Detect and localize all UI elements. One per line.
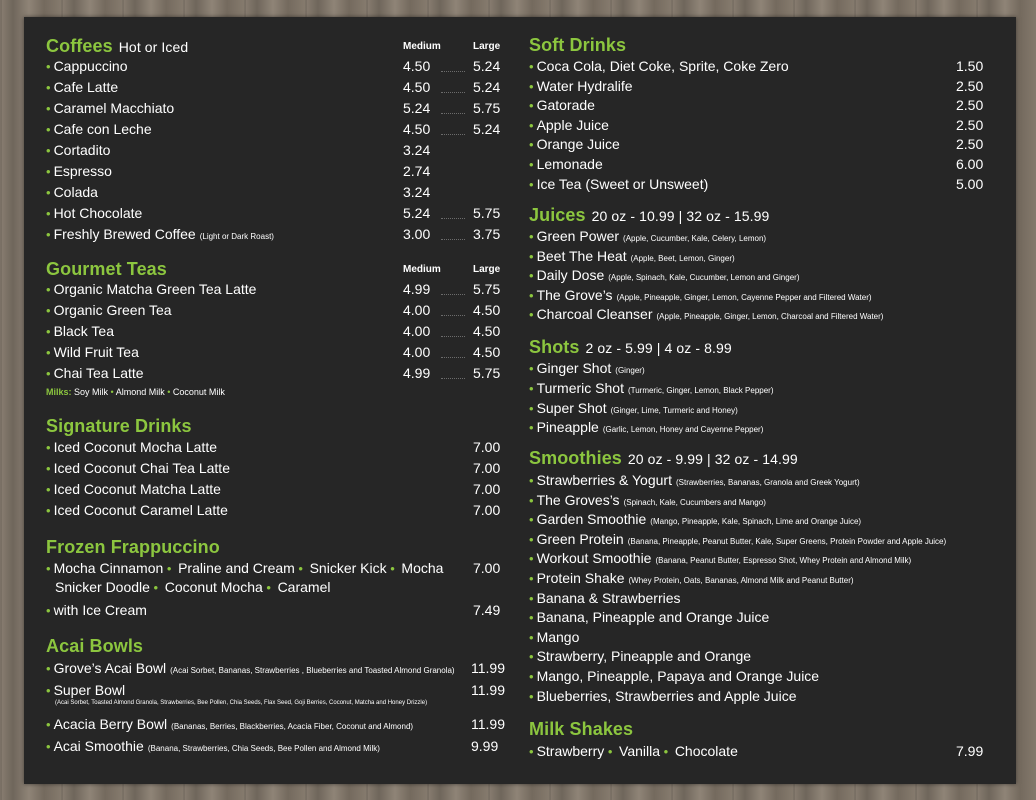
item-name: Banana, Pineapple and Orange Juice xyxy=(536,609,770,626)
price-medium: 3.24 xyxy=(403,184,431,200)
bullet-icon: • xyxy=(660,744,672,759)
item-name: Ice Tea (Sweet or Unsweet) xyxy=(536,175,709,192)
bullet-icon: • xyxy=(529,380,534,396)
bullet-icon: • xyxy=(164,387,173,397)
price-medium: 4.00 xyxy=(403,344,431,360)
bullet-icon: • xyxy=(46,227,51,242)
bullet-icon: • xyxy=(46,683,51,698)
item-name: Orange Juice xyxy=(536,136,620,153)
smoothie-item xyxy=(529,490,981,511)
flavor: Snicker Doodle xyxy=(55,579,150,595)
milks-label: Milks: xyxy=(46,387,72,397)
bullet-icon: • xyxy=(529,531,534,547)
shots-title xyxy=(529,336,981,359)
milk-shake-price: 7.99 xyxy=(956,743,984,759)
bullet-icon: • xyxy=(149,580,162,595)
teas-section xyxy=(46,258,505,280)
bullet-icon: • xyxy=(46,739,51,754)
milk-option: Coconut Milk xyxy=(172,387,225,397)
signature-title: Signature Drinks xyxy=(46,416,192,436)
soft-drink-item xyxy=(529,95,984,116)
price: 2.50 xyxy=(956,77,984,94)
bullet-icon: • xyxy=(386,561,399,576)
bullet-icon: • xyxy=(529,649,534,665)
bullet-icon: • xyxy=(529,629,534,645)
juices-title-text: Juices xyxy=(529,205,586,225)
bullet-icon: • xyxy=(46,80,51,95)
item-name: Cappuccino xyxy=(53,58,128,74)
price: 7.00 xyxy=(473,481,501,497)
coffees-medium-header: Medium xyxy=(403,41,441,52)
bullet-icon: • xyxy=(294,561,307,576)
price-large: 5.24 xyxy=(473,79,501,95)
bullet-icon: • xyxy=(529,176,534,192)
bullet-icon: • xyxy=(529,98,534,114)
juice-item xyxy=(529,226,981,247)
item-detail: (Garlic, Lemon, Honey and Cayenne Pepper) xyxy=(602,425,764,435)
price-medium: 4.00 xyxy=(403,323,431,339)
soft-drink-item xyxy=(529,154,984,175)
item-detail: (Turmeric, Ginger, Lemon, Black Pepper) xyxy=(627,385,774,395)
smoothies-title-text: Smoothies xyxy=(529,448,622,468)
ice-cream-price: 7.49 xyxy=(473,602,501,618)
price-large: 5.24 xyxy=(473,121,501,137)
frappuccino-flavors xyxy=(46,558,505,579)
price-medium: 3.00 xyxy=(403,226,431,242)
bullet-icon: • xyxy=(529,78,534,94)
price: 11.99 xyxy=(471,660,505,676)
item-name: Iced Coconut Chai Tea Latte xyxy=(53,460,230,476)
item-name: Chai Tea Latte xyxy=(53,365,144,381)
bullet-icon: • xyxy=(46,324,51,339)
item-name: Beet The Heat xyxy=(536,247,627,264)
juices-subtitle: 20 oz - 10.99 | 32 oz - 15.99 xyxy=(591,208,770,224)
smoothie-item xyxy=(529,588,981,609)
tea-item xyxy=(46,321,505,342)
bullet-icon: • xyxy=(46,303,51,318)
bullet-icon: • xyxy=(529,287,534,303)
coffees-subtitle: Hot or Iced xyxy=(118,39,189,55)
item-name: Coca Cola, Diet Coke, Sprite, Coke Zero xyxy=(536,58,789,74)
price: 11.99 xyxy=(471,682,505,698)
item-detail: (Whey Protein, Oats, Bananas, Almond Milk and Peanut Butter) xyxy=(628,576,854,585)
dotted-leader xyxy=(441,134,465,135)
signature-item xyxy=(46,437,505,458)
item-name: Banana & Strawberries xyxy=(536,589,681,606)
shots-section xyxy=(529,336,981,359)
acai-item xyxy=(46,680,505,701)
teas-title: Gourmet Teas xyxy=(46,259,167,279)
juice-item xyxy=(529,285,981,306)
bullet-icon: • xyxy=(529,268,534,284)
item-name: Cortadito xyxy=(53,142,111,158)
bullet-icon: • xyxy=(529,590,534,606)
item-name: Iced Coconut Caramel Latte xyxy=(53,502,228,518)
item-name: Organic Matcha Green Tea Latte xyxy=(53,281,257,297)
item-name: Acai Smoothie xyxy=(53,738,144,754)
item-name: Turmeric Shot xyxy=(536,379,624,396)
bullet-icon: • xyxy=(529,248,534,264)
price-medium: 4.50 xyxy=(403,79,431,95)
item-name: Protein Shake xyxy=(536,570,625,586)
bullet-icon: • xyxy=(529,473,534,488)
item-detail: (Ginger, Lime, Turmeric and Honey) xyxy=(610,405,738,415)
item-name: Black Tea xyxy=(53,323,115,339)
bullet-icon: • xyxy=(529,59,534,74)
shots-title-text: Shots xyxy=(529,337,580,357)
item-detail: (Ginger) xyxy=(615,366,645,375)
juice-item xyxy=(529,304,981,325)
acai-section xyxy=(46,635,505,657)
price: 2.50 xyxy=(956,136,984,153)
item-name: Lemonade xyxy=(536,156,603,172)
juices-title xyxy=(529,204,981,227)
item-detail: (Bananas, Berries, Blackberries, Acacia Fiber, Coconut and Almond) xyxy=(171,722,414,731)
shot-item xyxy=(529,417,981,438)
bullet-icon: • xyxy=(604,744,617,759)
dotted-leader xyxy=(441,378,465,379)
bullet-icon: • xyxy=(529,307,534,323)
smoothies-subtitle: 20 oz - 9.99 | 32 oz - 14.99 xyxy=(627,451,798,467)
acai-title: Acai Bowls xyxy=(46,636,144,656)
item-name: Charcoal Cleanser xyxy=(536,306,653,323)
soft-drink-item xyxy=(529,115,984,136)
price: 5.00 xyxy=(956,175,984,192)
bullet-icon: • xyxy=(529,512,534,528)
item-name: Iced Coconut Mocha Latte xyxy=(53,439,217,455)
milk-shake-flavors xyxy=(529,741,984,762)
price-large: 5.75 xyxy=(473,205,501,221)
coffee-item xyxy=(46,56,505,77)
item-name: Colada xyxy=(53,184,98,200)
acai-item xyxy=(46,658,505,679)
price-medium: 4.50 xyxy=(403,58,431,74)
coffees-section xyxy=(46,35,505,58)
flavor: Caramel xyxy=(277,579,331,595)
item-name: Mango xyxy=(536,628,580,645)
bullet-icon: • xyxy=(46,122,51,137)
item-detail: (Banana, Pineapple, Peanut Butter, Kale, Super Greens, Protein Powder and Apple Juice) xyxy=(627,536,947,546)
smoothie-item xyxy=(529,568,981,589)
bullet-icon: • xyxy=(529,610,534,626)
coffee-item xyxy=(46,182,505,203)
bullet-icon: • xyxy=(46,717,51,732)
item-detail: (Apple, Pineapple, Ginger, Lemon, Charcoal and Filtered Water) xyxy=(656,312,884,322)
price-medium: 4.00 xyxy=(403,302,431,318)
shot-item xyxy=(529,378,981,399)
smoothie-item xyxy=(529,686,981,707)
dotted-leader xyxy=(441,357,465,358)
price: 11.99 xyxy=(471,716,505,732)
shot-item xyxy=(529,398,981,419)
bullet-icon: • xyxy=(46,59,51,74)
item-name: Garden Smoothie xyxy=(536,511,647,528)
item-name: Organic Green Tea xyxy=(53,302,172,318)
item-name: Cafe Latte xyxy=(53,79,119,95)
item-name: The Grove’s xyxy=(536,286,613,303)
juice-item xyxy=(529,265,981,286)
signature-item xyxy=(46,458,505,479)
item-name: Grove’s Acai Bowl xyxy=(53,660,167,676)
item-detail: (Mango, Pineapple, Kale, Spinach, Lime and Orange Juice) xyxy=(650,517,862,527)
price: 1.50 xyxy=(956,58,984,74)
item-detail: (Apple, Beet, Lemon, Ginger) xyxy=(630,253,735,263)
flavor: Praline and Cream xyxy=(178,560,295,576)
bullet-icon: • xyxy=(163,561,176,576)
shakes-title: Milk Shakes xyxy=(529,719,634,739)
item-name: Iced Coconut Matcha Latte xyxy=(53,481,221,497)
dotted-leader xyxy=(441,92,465,93)
item-detail: (Apple, Cucumber, Kale, Celery, Lemon) xyxy=(623,234,767,243)
acai-item xyxy=(46,714,505,735)
smoothie-item xyxy=(529,470,981,491)
item-name: Cafe con Leche xyxy=(53,121,152,137)
price: 7.00 xyxy=(473,460,501,476)
coffee-item xyxy=(46,98,505,119)
item-name: Hot Chocolate xyxy=(53,205,143,221)
item-detail: (Light or Dark Roast) xyxy=(199,232,274,241)
dotted-leader xyxy=(441,239,465,240)
item-detail: (Strawberries, Bananas, Granola and Greek Yogurt) xyxy=(675,478,860,487)
frappuccino-section xyxy=(46,536,505,558)
item-name: Espresso xyxy=(53,163,112,179)
price-large: 5.75 xyxy=(473,365,501,381)
signature-item xyxy=(46,479,505,500)
coffees-title-text: Coffees xyxy=(46,36,113,56)
price-large: 5.24 xyxy=(473,58,501,74)
item-name: Apple Juice xyxy=(536,116,609,133)
smoothies-title xyxy=(529,447,981,470)
smoothies-section xyxy=(529,447,981,470)
item-name: Super Shot xyxy=(536,399,607,416)
menu-board xyxy=(24,17,1016,784)
bullet-icon: • xyxy=(529,361,534,376)
price: 2.50 xyxy=(956,116,984,133)
item-detail: (Acai Sorbet, Bananas, Strawberries , Blueberries and Toasted Almond Granola) xyxy=(170,666,455,675)
bullet-icon: • xyxy=(46,603,51,618)
acai-item xyxy=(46,736,505,757)
item-name: Mango, Pineapple, Papaya and Orange Juice xyxy=(536,668,820,684)
item-name: with Ice Cream xyxy=(53,602,147,618)
flavor: Vanilla xyxy=(619,743,661,759)
item-detail: (Apple, Pineapple, Ginger, Lemon, Cayenne Pepper and Filtered Water) xyxy=(616,292,872,302)
item-name: Water Hydralife xyxy=(536,77,633,94)
item-detail: (Spinach, Kale, Cucumbers and Mango) xyxy=(623,497,766,507)
super-bowl-detail: (Acai Sorbet, Toasted Almond Granola, Strawberries, Bee Pollen, Chia Seeds, Flax Seed, Goji Berries, Coconut, Matcha and Honey Drizzle) xyxy=(55,700,428,706)
shots-subtitle: 2 oz - 5.99 | 4 oz - 8.99 xyxy=(585,340,732,356)
soft-drink-item xyxy=(529,174,984,195)
soft-drink-item xyxy=(529,134,984,155)
soft-drink-item xyxy=(529,56,984,77)
smoothie-item xyxy=(529,509,981,530)
bullet-icon: • xyxy=(529,688,534,704)
smoothie-item xyxy=(529,627,981,648)
bullet-icon: • xyxy=(46,503,51,518)
price: 6.00 xyxy=(956,156,984,172)
coffee-item xyxy=(46,119,505,140)
price-large: 4.50 xyxy=(473,344,501,360)
soft-title: Soft Drinks xyxy=(529,35,627,55)
ice-cream-item xyxy=(46,600,505,621)
item-name: Blueberries, Strawberries and Apple Juice xyxy=(536,687,797,704)
price-large: 3.75 xyxy=(473,226,501,242)
bullet-icon: • xyxy=(262,580,275,595)
bullet-icon: • xyxy=(46,143,51,158)
frappuccino-title: Frozen Frappuccino xyxy=(46,537,220,557)
signature-section xyxy=(46,415,505,437)
item-name: Freshly Brewed Coffee xyxy=(53,226,196,242)
teas-large-header: Large xyxy=(473,264,501,275)
coffee-item xyxy=(46,140,505,161)
price-medium: 2.74 xyxy=(403,163,431,179)
price-large: 5.75 xyxy=(473,281,501,297)
bullet-icon: • xyxy=(46,185,51,200)
item-name: Green Power xyxy=(536,228,620,244)
juices-section xyxy=(529,204,981,227)
bullet-icon: • xyxy=(46,661,51,676)
dotted-leader xyxy=(441,113,465,114)
frappuccino-price: 7.00 xyxy=(473,560,501,576)
shakes-section xyxy=(529,718,981,740)
juice-item xyxy=(529,246,981,267)
item-detail: (Banana, Strawberries, Chia Seeds, Bee Pollen and Almond Milk) xyxy=(147,744,380,753)
bullet-icon: • xyxy=(46,366,51,381)
flavor: Mocha Cinnamon xyxy=(53,560,164,576)
flavor: Strawberry xyxy=(536,743,605,759)
dotted-leader xyxy=(441,71,465,72)
price-large: 4.50 xyxy=(473,302,501,318)
frappuccino-flavors-2 xyxy=(55,577,514,598)
tea-item xyxy=(46,300,505,321)
bullet-icon: • xyxy=(46,345,51,360)
item-name: Acacia Berry Bowl xyxy=(53,716,168,732)
bullet-icon: • xyxy=(46,461,51,476)
item-name: Workout Smoothie xyxy=(536,550,652,567)
dotted-leader xyxy=(441,218,465,219)
price-large: 5.75 xyxy=(473,100,501,116)
price: 2.50 xyxy=(956,97,984,114)
shot-item xyxy=(529,358,981,379)
bullet-icon: • xyxy=(108,387,116,397)
smoothie-item xyxy=(529,529,981,550)
tea-item xyxy=(46,363,505,384)
coffees-large-header: Large xyxy=(473,41,501,52)
bullet-icon: • xyxy=(46,561,51,576)
soft-section xyxy=(529,34,981,56)
item-name: Daily Dose xyxy=(536,267,605,284)
item-name: Strawberry, Pineapple and Orange xyxy=(536,648,752,665)
bullet-icon: • xyxy=(529,400,534,416)
price: 7.00 xyxy=(473,439,501,455)
teas-medium-header: Medium xyxy=(403,264,441,275)
smoothie-item xyxy=(529,666,981,687)
dotted-leader xyxy=(441,336,465,337)
item-name: Gatorade xyxy=(536,97,595,114)
bullet-icon: • xyxy=(529,137,534,153)
smoothie-item xyxy=(529,646,981,667)
bullet-icon: • xyxy=(529,157,534,172)
bullet-icon: • xyxy=(529,571,534,586)
signature-item xyxy=(46,500,505,521)
bullet-icon: • xyxy=(529,420,534,436)
milks-note xyxy=(46,387,225,397)
item-name: Caramel Macchiato xyxy=(53,100,175,116)
bullet-icon: • xyxy=(529,117,534,133)
coffee-item xyxy=(46,203,505,224)
price-medium: 4.99 xyxy=(403,365,431,381)
item-name: The Groves’s xyxy=(536,491,620,508)
item-name: Ginger Shot xyxy=(536,360,612,376)
smoothie-item xyxy=(529,548,981,569)
item-detail: (Apple, Spinach, Kale, Cucumber, Lemon and Ginger) xyxy=(608,273,800,283)
tea-item xyxy=(46,342,505,363)
item-name: Pineapple xyxy=(536,419,599,436)
bullet-icon: • xyxy=(529,669,534,684)
coffee-item xyxy=(46,224,505,245)
flavor: Chocolate xyxy=(674,743,738,759)
price: 9.99 xyxy=(471,738,499,754)
bullet-icon: • xyxy=(529,492,534,508)
coffee-item xyxy=(46,77,505,98)
item-detail: (Banana, Peanut Butter, Espresso Shot, Whey Protein and Almond Milk) xyxy=(655,556,912,566)
price-medium: 4.50 xyxy=(403,121,431,137)
item-name: Wild Fruit Tea xyxy=(53,344,139,360)
item-name: Super Bowl xyxy=(53,682,126,698)
bullet-icon: • xyxy=(529,229,534,244)
price-large: 4.50 xyxy=(473,323,501,339)
flavor: Coconut Mocha xyxy=(164,579,263,595)
price-medium: 3.24 xyxy=(403,142,431,158)
price-medium: 5.24 xyxy=(403,205,431,221)
milk-option: Almond Milk xyxy=(115,387,165,397)
bullet-icon: • xyxy=(46,440,51,455)
flavor: Snicker Kick xyxy=(309,560,387,576)
milk-option: Soy Milk xyxy=(74,387,109,397)
bullet-icon: • xyxy=(529,744,534,759)
dotted-leader xyxy=(441,315,465,316)
item-name: Strawberries & Yogurt xyxy=(536,472,672,488)
soft-drink-item xyxy=(529,76,984,97)
coffee-item xyxy=(46,161,505,182)
bullet-icon: • xyxy=(46,482,51,497)
tea-item xyxy=(46,279,505,300)
bullet-icon: • xyxy=(46,282,51,297)
bullet-icon: • xyxy=(46,206,51,221)
smoothie-item xyxy=(529,607,981,628)
flavor: Mocha xyxy=(401,560,444,576)
bullet-icon: • xyxy=(529,551,534,567)
item-name: Green Protein xyxy=(536,530,624,547)
bullet-icon: • xyxy=(46,101,51,116)
price-medium: 4.99 xyxy=(403,281,431,297)
price-medium: 5.24 xyxy=(403,100,431,116)
dotted-leader xyxy=(441,294,465,295)
bullet-icon: • xyxy=(46,164,51,179)
price: 7.00 xyxy=(473,502,501,518)
